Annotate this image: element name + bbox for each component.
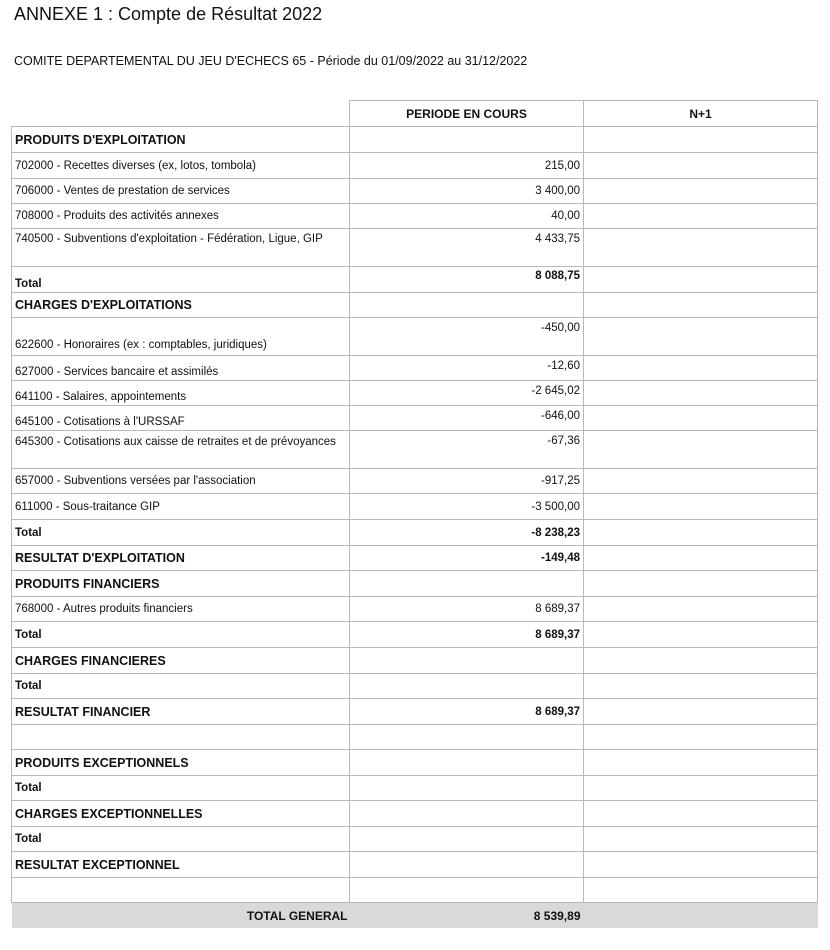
row-current — [350, 750, 584, 776]
table-header-row — [12, 101, 818, 127]
row-label: 768000 - Autres produits financiers — [12, 597, 350, 622]
table-row — [12, 699, 818, 725]
row-label: Total — [12, 622, 350, 648]
row-current — [350, 127, 584, 153]
table-row — [12, 878, 818, 903]
row-current — [350, 648, 584, 674]
row-label — [12, 878, 350, 903]
row-label: 641100 - Salaires, appointements — [12, 381, 350, 406]
row-next — [584, 520, 818, 546]
header-blank-cell — [12, 101, 350, 127]
row-next — [584, 878, 818, 903]
table-row — [12, 318, 818, 356]
table-row — [12, 571, 818, 597]
table-row — [12, 204, 818, 229]
row-next — [584, 267, 818, 293]
row-next — [584, 431, 818, 469]
row-next — [584, 571, 818, 597]
row-label: 645100 - Cotisations à l'URSSAF — [12, 406, 350, 431]
row-next — [584, 318, 818, 356]
row-label: CHARGES FINANCIERES — [12, 648, 350, 674]
grand-total-next — [584, 903, 818, 929]
table-row — [12, 852, 818, 878]
table-row — [12, 827, 818, 852]
grand-total-label: TOTAL GENERAL — [12, 903, 350, 929]
row-next — [584, 674, 818, 699]
row-label: Total — [12, 520, 350, 546]
header-current-period: PERIODE EN COURS — [350, 101, 584, 127]
table-row — [12, 381, 818, 406]
table-row — [12, 229, 818, 267]
row-label: 622600 - Honoraires (ex : comptables, juridiques) — [12, 318, 350, 356]
row-label: RESULTAT D'EXPLOITATION — [12, 546, 350, 571]
row-label: 657000 - Subventions versées par l'association — [12, 469, 350, 494]
table-row — [12, 648, 818, 674]
table-row — [12, 179, 818, 204]
row-next — [584, 494, 818, 520]
row-next — [584, 699, 818, 725]
table-row — [12, 469, 818, 494]
row-current — [350, 852, 584, 878]
row-label: 645300 - Cotisations aux caisse de retraites et de prévoyances — [12, 431, 350, 469]
row-label: RESULTAT EXCEPTIONNEL — [12, 852, 350, 878]
table-row — [12, 546, 818, 571]
row-current: 8 689,37 — [350, 622, 584, 648]
table-row — [12, 356, 818, 381]
row-current — [350, 725, 584, 750]
row-current — [350, 878, 584, 903]
row-next — [584, 776, 818, 801]
row-current: 8 088,75 — [350, 267, 584, 293]
grand-total-current: 8 539,89 — [350, 903, 584, 929]
row-next — [584, 597, 818, 622]
row-label: PRODUITS EXCEPTIONNELS — [12, 750, 350, 776]
row-next — [584, 725, 818, 750]
row-current: -67,36 — [350, 431, 584, 469]
row-current: 40,00 — [350, 204, 584, 229]
row-next — [584, 648, 818, 674]
row-current — [350, 776, 584, 801]
row-label: CHARGES D'EXPLOITATIONS — [12, 293, 350, 318]
row-label: 611000 - Sous-traitance GIP — [12, 494, 350, 520]
table-row — [12, 622, 818, 648]
row-label: 706000 - Ventes de prestation de services — [12, 179, 350, 204]
row-next — [584, 229, 818, 267]
table-row — [12, 801, 818, 827]
table-row — [12, 520, 818, 546]
row-current: -8 238,23 — [350, 520, 584, 546]
income-statement-table — [11, 100, 818, 928]
row-current: -450,00 — [350, 318, 584, 356]
document-title: ANNEXE 1 : Compte de Résultat 2022 — [14, 4, 323, 24]
table-row — [12, 750, 818, 776]
row-next — [584, 356, 818, 381]
row-next — [584, 801, 818, 827]
row-current — [350, 801, 584, 827]
row-next — [584, 827, 818, 852]
row-label: 702000 - Recettes diverses (ex, lotos, tombola) — [12, 153, 350, 179]
table-row — [12, 406, 818, 431]
table-row — [12, 293, 818, 318]
row-label: PRODUITS D'EXPLOITATION — [12, 127, 350, 153]
row-current: -149,48 — [350, 546, 584, 571]
row-current — [350, 293, 584, 318]
row-next — [584, 127, 818, 153]
row-current: -3 500,00 — [350, 494, 584, 520]
row-label: Total — [12, 827, 350, 852]
row-label: 627000 - Services bancaire et assimilés — [12, 356, 350, 381]
table-row — [12, 267, 818, 293]
row-next — [584, 622, 818, 648]
row-label: Total — [12, 267, 350, 293]
row-label: Total — [12, 674, 350, 699]
row-current — [350, 571, 584, 597]
row-next — [584, 469, 818, 494]
row-next — [584, 153, 818, 179]
row-next — [584, 381, 818, 406]
header-next-period: N+1 — [584, 101, 818, 127]
row-current: 8 689,37 — [350, 699, 584, 725]
row-next — [584, 204, 818, 229]
row-label: RESULTAT FINANCIER — [12, 699, 350, 725]
row-current: 215,00 — [350, 153, 584, 179]
table-row — [12, 597, 818, 622]
table-row — [12, 494, 818, 520]
row-current — [350, 674, 584, 699]
row-next — [584, 293, 818, 318]
table-row — [12, 776, 818, 801]
row-label: 708000 - Produits des activités annexes — [12, 204, 350, 229]
table-row — [12, 127, 818, 153]
row-label — [12, 725, 350, 750]
row-label: CHARGES EXCEPTIONNELLES — [12, 801, 350, 827]
table-row — [12, 674, 818, 699]
row-next — [584, 546, 818, 571]
row-current: 8 689,37 — [350, 597, 584, 622]
document-subtitle: COMITE DEPARTEMENTAL DU JEU D'ECHECS 65 - Période du 01/09/2022 au 31/12/2022 — [14, 54, 528, 68]
table-row — [12, 431, 818, 469]
row-label: PRODUITS FINANCIERS — [12, 571, 350, 597]
row-current: -12,60 — [350, 356, 584, 381]
row-label: Total — [12, 776, 350, 801]
grand-total-row — [12, 903, 818, 929]
table-row — [12, 725, 818, 750]
row-current: 4 433,75 — [350, 229, 584, 267]
row-current: -917,25 — [350, 469, 584, 494]
row-next — [584, 179, 818, 204]
row-current: -2 645,02 — [350, 381, 584, 406]
row-current — [350, 827, 584, 852]
row-next — [584, 750, 818, 776]
row-next — [584, 852, 818, 878]
row-next — [584, 406, 818, 431]
row-current: -646,00 — [350, 406, 584, 431]
table-row — [12, 153, 818, 179]
row-label: 740500 - Subventions d'exploitation - Fédération, Ligue, GIP — [12, 229, 350, 267]
row-current: 3 400,00 — [350, 179, 584, 204]
